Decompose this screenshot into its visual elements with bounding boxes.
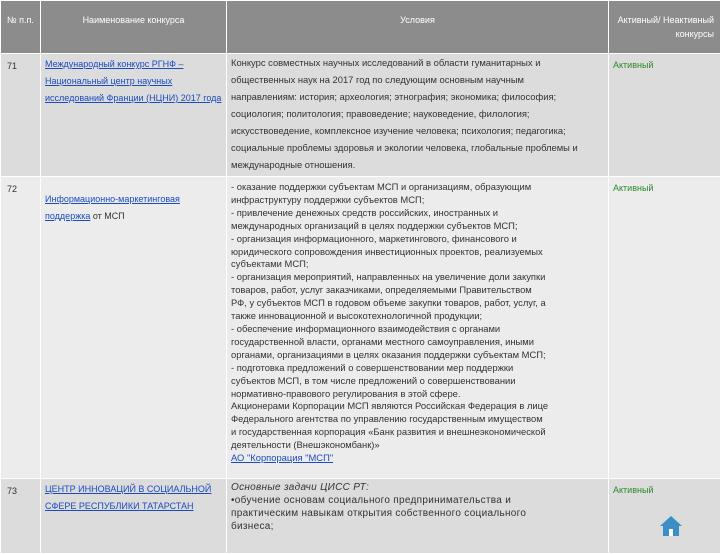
row-num: 73 [1,479,41,554]
condition-line: юридического сопровождения инвестиционных проектов, реализуемых [231,246,604,259]
header-conditions: Условия [227,1,609,54]
condition-line: РФ, у субъектов МСП в годовом объеме закупки товаров, работ, услуг, а [231,297,604,310]
condition-line: бизнеса; [231,520,604,533]
condition-line: - оказание поддержки субъектам МСП и организациям, образующим [231,181,604,194]
condition-line: Акционерами Корпорации МСП являются Российская Федерация в лице [231,400,604,413]
condition-line: практическим навыкам открытия собственного социального [231,507,604,520]
table-row [1,479,720,554]
condition-line: Федерального агентства по управлению государственным имуществом [231,413,604,426]
condition-line: международных организаций в целях поддержки субъектов МСП; [231,220,604,233]
home-icon[interactable] [659,515,683,537]
corporation-link[interactable]: АО "Корпорация "МСП" [231,452,333,463]
contest-link[interactable]: ЦЕНТР ИННОВАЦИЙ В СОЦИАЛЬНОЙ СФЕРЕ РЕСПУБЛИКИ ТАТАРСТАН [45,484,211,511]
condition-line: международные отношения. [231,156,604,173]
condition-line: также инновационной и высокотехнологичной продукции; [231,310,604,323]
condition-line: общественных наук на 2017 год по следующим основным научным [231,71,604,88]
condition-line: направлениям: история; археология; этнография; экономика; философия; [231,88,604,105]
header-active: Активный/ Неактивный конкурсы [609,1,720,54]
status-badge: Активный [613,177,716,197]
status-badge: Активный [613,54,716,74]
condition-line: Конкурс совместных научных исследований в области гуманитарных и [231,54,604,71]
condition-line: - привлечение денежных средств российских, иностранных и [231,207,604,220]
condition-line: субъектов МСП, в том числе предложений о совершенствовании [231,375,604,388]
condition-line: субъектами МСП; [231,258,604,271]
condition-line: товаров, работ, услуг заказчиками, определяемыми Правительством [231,284,604,297]
condition-line: органами, организациями в целях оказания поддержки субъектам МСП; [231,349,604,362]
condition-line: - подготовка предложений о совершенствовании мер поддержки [231,362,604,375]
condition-line: •обучение основам социального предпринимательства и [231,494,604,507]
condition-line: - организация мероприятий, направленных на увеличение доли закупки [231,271,604,284]
contest-name-suffix: от МСП [90,211,124,221]
condition-line: нормативно-правового регулирования в этой сфере. [231,388,604,401]
condition-line: деятельности (Внешэкономбанк)» [231,439,604,452]
conditions-heading: Основные задачи ЦИСС РТ: [231,481,604,494]
table-row [1,54,720,177]
table-header-row [1,1,720,54]
header-num: № п.п. [1,1,41,54]
row-num: 71 [1,54,41,177]
row-num: 72 [1,177,41,479]
contest-link[interactable]: Информационно-маркетинговая поддержка [45,194,180,221]
condition-line: - организация информационного, маркетингового, финансового и [231,233,604,246]
contest-link[interactable]: Международный конкурс РГНФ – Национальный центр научных исследований Франции (НЦНИ) 2017 года [45,59,221,103]
condition-line: - обеспечение информационного взаимодействия с органами [231,323,604,336]
condition-line: и государственная корпорация «Банк развития и внешнеэкономической [231,426,604,439]
condition-line: социальные проблемы здоровья и экологии человека, глобальные проблемы и [231,139,604,156]
condition-line: инфраструктуру поддержки субъектов МСП; [231,194,604,207]
condition-line: искусствоведение, комплексное изучение человека; психология; педагогика; [231,122,604,139]
header-name: Наименование конкурса [41,1,227,54]
home-icon-door [669,529,673,536]
condition-line: социология; политология; правоведение; науковедение, филология; [231,105,604,122]
condition-line: государственной власти, органами местного самоуправления, иными [231,336,604,349]
status-badge: Активный [613,479,716,499]
table-row [1,177,720,479]
